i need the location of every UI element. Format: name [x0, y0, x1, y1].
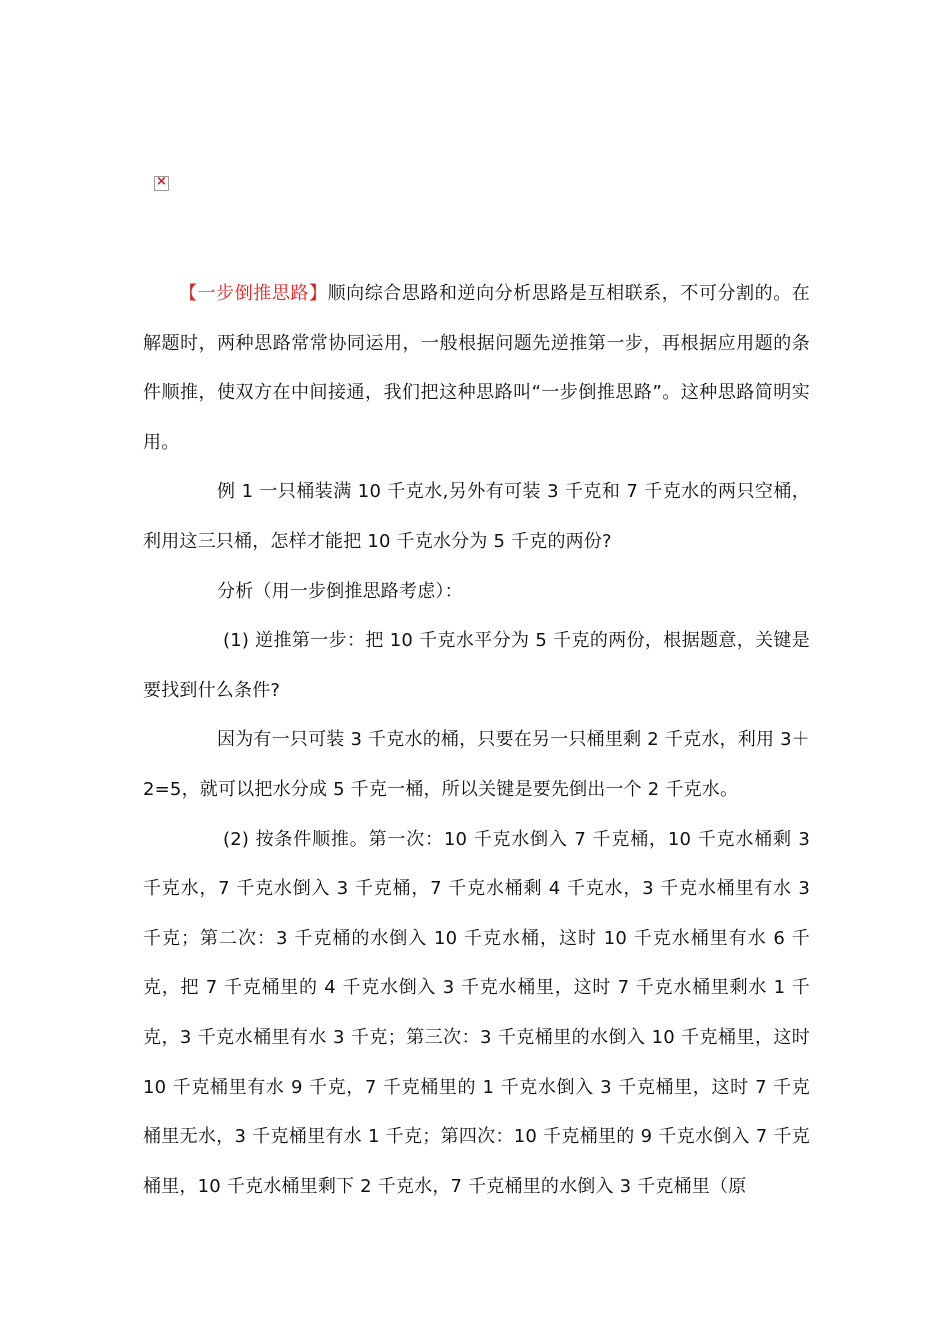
heading-label: 【一步倒推思路】: [179, 283, 328, 304]
step2-paragraph: (2) 按条件顺推。第一次：10 千克水倒入 7 千克桶，10 千克水桶剩 3 千克水，7 千克水倒入 3 千克桶，7 千克水桶剩 4 千克水，3 千克水桶里有水 3 千克；第二次：3 千克桶的水倒入 10 千克水桶，这时 10 千克水桶里有水 6 千克，把 7 千克桶里的 4 千克水倒入 3 千克水桶里，这时 7 千克水桶里剩水 1 千克，3 千克水桶里有水 3 千克；第三次：3 千克桶里的水倒入 10 千克桶里，这时 10 千克桶里有水 9 千克，7 千克桶里的 1 千克水倒入 3 千克桶里，这时 7 千克桶里无水，3 千克桶里有水 1 千克；第四次：10 千克桶里的 9 千克水倒入 7 千克桶里，10 千克水桶里剩下 2 千克水，7 千克桶里的水倒入 3 千克桶里（原: [143, 828, 810, 1197]
intro-paragraph: [143, 269, 810, 467]
broken-image-icon: [154, 176, 169, 191]
reason-paragraph: 因为有一只可装 3 千克水的桶，只要在另一只桶里剩 2 千克水，利用 3＋2=5，就可以把水分成 5 千克一桶，所以关键是要先倒出一个 2 千克水。: [143, 729, 810, 800]
step1-paragraph: (1) 逆推第一步：把 10 千克水平分为 5 千克的两份，根据题意，关键是要找到什么条件?: [143, 630, 810, 701]
example-paragraph: 例 1 一只桶装满 10 千克水,另外有可装 3 千克和 7 千克水的两只空桶，利用这三只桶，怎样才能把 10 千克水分为 5 千克的两份?: [143, 481, 810, 552]
intro-text: 顺向综合思路和逆向分析思路是互相联系，不可分割的。在解题时，两种思路常常协同运用，一般根据问题先逆推第一步，再根据应用题的条件顺推，使双方在中间接通，我们把这种思路叫“一步倒推思路”。这种思路简明实用。: [143, 283, 810, 453]
document-body: [143, 269, 810, 1211]
analysis-paragraph: 分析（用一步倒推思路考虑）：: [217, 580, 463, 602]
